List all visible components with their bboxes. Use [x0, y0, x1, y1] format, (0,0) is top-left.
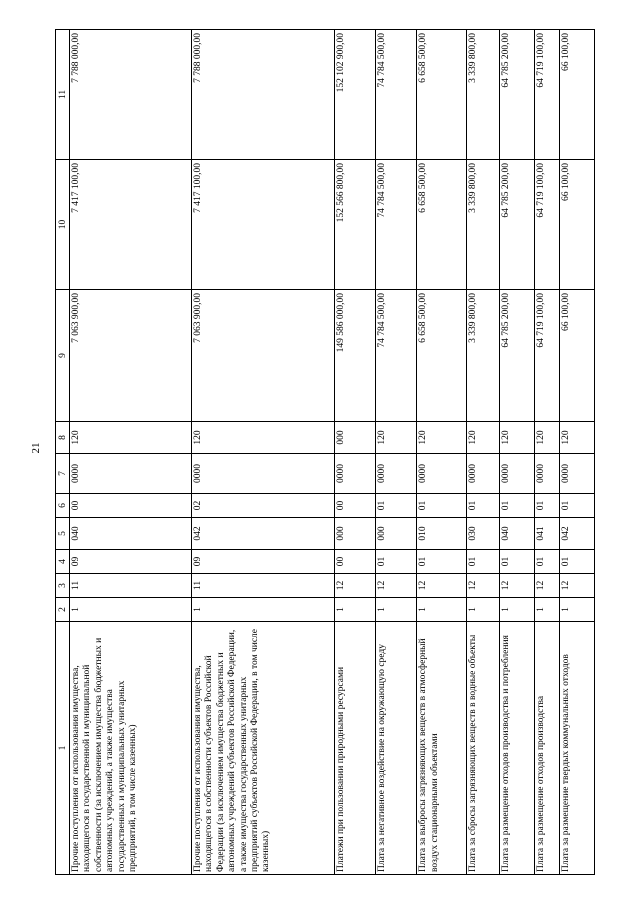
row-name: Плата за размещение отходов производства и потребления — [499, 622, 534, 875]
code-cell: 12 — [534, 574, 559, 598]
amount-cell: 7 063 900,00 — [191, 290, 334, 422]
row-name: Плата за размещение отходов производства — [534, 622, 559, 875]
code-cell: 120 — [70, 422, 192, 454]
amount-cell: 149 586 000,00 — [334, 290, 375, 422]
code-cell: 042 — [191, 518, 334, 550]
amount-cell: 7 788 000,00 — [191, 30, 334, 160]
table-row — [375, 30, 416, 875]
header-cell: 5 — [56, 518, 70, 550]
code-cell: 01 — [534, 494, 559, 518]
header-cell: 11 — [56, 30, 70, 160]
amount-cell: 152 566 800,00 — [334, 160, 375, 290]
amount-cell: 66 100,00 — [559, 30, 594, 160]
amount-cell: 6 658 500,00 — [417, 30, 467, 160]
header-cell: 3 — [56, 574, 70, 598]
row-name: Прочие поступления от использования имущества, находящегося в государственной и муниципальной собственности (за исключением имущества бюджетных и автономных учреждений, а также имущества государственных и муниципальных унитарных предприятий, в том числе казенных) — [70, 622, 192, 875]
code-cell: 120 — [191, 422, 334, 454]
code-cell: 040 — [499, 518, 534, 550]
header-cell: 10 — [56, 160, 70, 290]
row-name: Платежи при пользовании природными ресурсами — [334, 622, 375, 875]
code-cell: 12 — [375, 574, 416, 598]
header-cell: 4 — [56, 550, 70, 574]
code-cell: 0000 — [466, 454, 499, 494]
code-cell: 09 — [191, 550, 334, 574]
code-cell: 1 — [375, 598, 416, 622]
code-cell: 1 — [70, 598, 192, 622]
code-cell: 01 — [499, 550, 534, 574]
code-cell: 0000 — [191, 454, 334, 494]
amount-cell: 152 102 900,00 — [334, 30, 375, 160]
row-name: Плата за выбросы загрязняющих веществ в атмосферный воздух стационарными объектами — [417, 622, 467, 875]
code-cell: 0000 — [559, 454, 594, 494]
table-row — [70, 30, 192, 875]
code-cell: 11 — [191, 574, 334, 598]
amount-cell: 66 100,00 — [559, 290, 594, 422]
header-cell: 6 — [56, 494, 70, 518]
code-cell: 042 — [559, 518, 594, 550]
code-cell: 0000 — [417, 454, 467, 494]
code-cell: 1 — [334, 598, 375, 622]
amount-cell: 7 063 900,00 — [70, 290, 192, 422]
code-cell: 01 — [499, 494, 534, 518]
header-cell: 8 — [56, 422, 70, 454]
amount-cell: 74 784 500,00 — [375, 160, 416, 290]
code-cell: 040 — [70, 518, 192, 550]
code-cell: 01 — [466, 550, 499, 574]
code-cell: 120 — [417, 422, 467, 454]
header-cell: 1 — [56, 622, 70, 875]
code-cell: 010 — [417, 518, 467, 550]
amount-cell: 6 658 500,00 — [417, 160, 467, 290]
code-cell: 12 — [559, 574, 594, 598]
amount-cell: 64 785 200,00 — [499, 160, 534, 290]
table-row — [191, 30, 334, 875]
code-cell: 030 — [466, 518, 499, 550]
code-cell: 01 — [559, 494, 594, 518]
code-cell: 1 — [466, 598, 499, 622]
amount-cell: 64 785 200,00 — [499, 30, 534, 160]
table-row — [417, 30, 467, 875]
code-cell: 1 — [191, 598, 334, 622]
code-cell: 00 — [334, 494, 375, 518]
code-cell: 0000 — [375, 454, 416, 494]
page-number: 21 — [30, 442, 42, 454]
code-cell: 0000 — [499, 454, 534, 494]
code-cell: 01 — [375, 550, 416, 574]
code-cell: 041 — [534, 518, 559, 550]
table-row — [334, 30, 375, 875]
table-row — [499, 30, 534, 875]
code-cell: 0000 — [70, 454, 192, 494]
amount-cell: 64 719 100,00 — [534, 290, 559, 422]
code-cell: 11 — [70, 574, 192, 598]
row-name: Прочие поступления от использования имущества, находящегося в собственности субъектов Российской Федерации (за исключением имущества бюджетных и автономных учреждений субъектов Российской Федерации, а также имущества государственных унитарных предприятий субъектов Российской Федерации, в том числе казенных) — [191, 622, 334, 875]
code-cell: 000 — [375, 518, 416, 550]
code-cell: 12 — [466, 574, 499, 598]
code-cell: 00 — [334, 550, 375, 574]
code-cell: 12 — [499, 574, 534, 598]
code-cell: 00 — [70, 494, 192, 518]
revenue-table — [55, 29, 595, 875]
amount-cell: 7 417 100,00 — [191, 160, 334, 290]
header-cell: 2 — [56, 598, 70, 622]
amount-cell: 64 785 200,00 — [499, 290, 534, 422]
row-name: Плата за сбросы загрязняющих веществ в водные объекты — [466, 622, 499, 875]
rotated-table-container — [55, 30, 595, 875]
code-cell: 01 — [375, 494, 416, 518]
code-cell: 02 — [191, 494, 334, 518]
amount-cell: 74 784 500,00 — [375, 290, 416, 422]
header-cell: 7 — [56, 454, 70, 494]
code-cell: 0000 — [534, 454, 559, 494]
code-cell: 12 — [334, 574, 375, 598]
amount-cell: 3 339 800,00 — [466, 290, 499, 422]
code-cell: 120 — [559, 422, 594, 454]
table-row — [559, 30, 594, 875]
code-cell: 1 — [417, 598, 467, 622]
code-cell: 01 — [466, 494, 499, 518]
code-cell: 000 — [334, 422, 375, 454]
amount-cell: 64 719 100,00 — [534, 160, 559, 290]
amount-cell: 64 719 100,00 — [534, 30, 559, 160]
code-cell: 01 — [417, 550, 467, 574]
code-cell: 01 — [559, 550, 594, 574]
amount-cell: 74 784 500,00 — [375, 30, 416, 160]
code-cell: 12 — [417, 574, 467, 598]
code-cell: 120 — [466, 422, 499, 454]
code-cell: 120 — [534, 422, 559, 454]
amount-cell: 6 658 500,00 — [417, 290, 467, 422]
code-cell: 120 — [499, 422, 534, 454]
code-cell: 120 — [375, 422, 416, 454]
code-cell: 000 — [334, 518, 375, 550]
header-row — [56, 30, 70, 875]
code-cell: 01 — [417, 494, 467, 518]
code-cell: 0000 — [334, 454, 375, 494]
row-name: Плата за негативное воздействие на окружающую среду — [375, 622, 416, 875]
amount-cell: 7 417 100,00 — [70, 160, 192, 290]
header-cell: 9 — [56, 290, 70, 422]
amount-cell: 3 339 800,00 — [466, 30, 499, 160]
table-row — [466, 30, 499, 875]
code-cell: 1 — [559, 598, 594, 622]
amount-cell: 3 339 800,00 — [466, 160, 499, 290]
amount-cell: 7 788 000,00 — [70, 30, 192, 160]
code-cell: 09 — [70, 550, 192, 574]
table-row — [534, 30, 559, 875]
code-cell: 1 — [534, 598, 559, 622]
amount-cell: 66 100,00 — [559, 160, 594, 290]
row-name: Плата за размещение твердых коммунальных отходов — [559, 622, 594, 875]
code-cell: 01 — [534, 550, 559, 574]
code-cell: 1 — [499, 598, 534, 622]
